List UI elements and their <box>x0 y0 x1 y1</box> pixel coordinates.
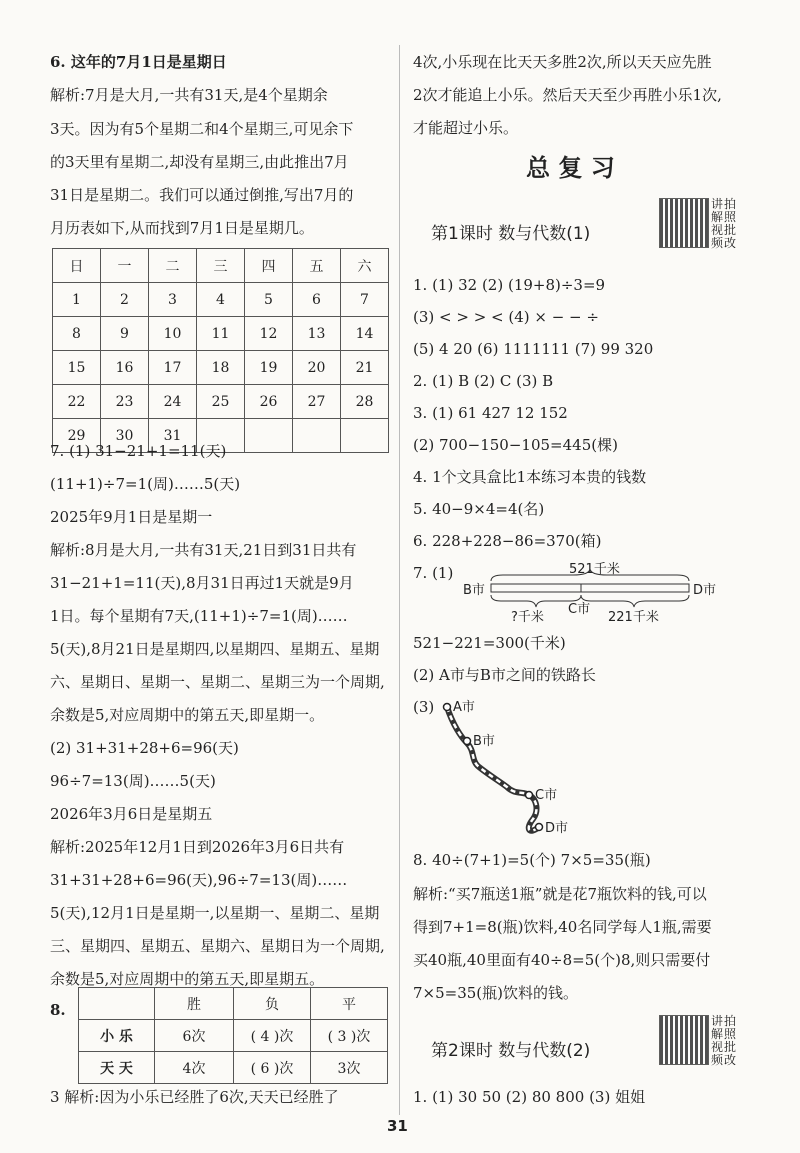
lesson2-title: 第2课时 数与代数(2) <box>431 1041 591 1061</box>
station-c-label: C市 <box>535 788 558 803</box>
lesson1-line: 3. (1) 61 427 12 152 <box>413 404 568 422</box>
lesson1-line: 4. 1个文具盒比1本练习本贵的钱数 <box>413 468 647 486</box>
q6-line: 的3天里有星期二,却没有星期三,由此推出7月 <box>50 153 349 171</box>
calendar-cell: 14 <box>341 317 389 351</box>
after-diagram-line: (2) A市与B市之间的铁路长 <box>413 666 596 684</box>
calendar-cell <box>293 419 341 453</box>
calendar-header: 一 <box>101 249 149 283</box>
station-b-label: B市 <box>473 734 495 749</box>
score-header: 负 <box>234 988 311 1020</box>
calendar-header: 二 <box>149 249 197 283</box>
q7-line: 31−21+1=11(天),8月31日再过1天就是9月 <box>50 574 354 592</box>
diagram-left-label: B市 <box>463 583 485 598</box>
calendar-cell: 23 <box>101 385 149 419</box>
q8-line: 8. 40÷(7+1)=5(个) 7×5=35(瓶) <box>413 851 651 869</box>
score-cell: ( 3 )次 <box>311 1020 388 1052</box>
diagram-right-label: D市 <box>693 583 717 598</box>
q7-line: 余数是5,对应周期中的第五天,即星期一。 <box>50 706 325 724</box>
calendar-cell: 5 <box>245 283 293 317</box>
score-row-name: 小 乐 <box>79 1020 155 1052</box>
calendar-cell: 19 <box>245 351 293 385</box>
page-number: 31 <box>387 1117 408 1135</box>
calendar-cell: 30 <box>101 419 149 453</box>
continued-line: 4次,小乐现在比天天多胜2次,所以天天应先胜 <box>413 53 712 71</box>
q7-line: 31+31+28+6=96(天),96÷7=13(周)…… <box>50 871 348 889</box>
lesson1-line: 2. (1) B (2) C (3) B <box>413 372 554 390</box>
calendar-cell: 8 <box>53 317 101 351</box>
q8-line: 7×5=35(瓶)饮料的钱。 <box>413 984 579 1002</box>
calendar-cell: 2 <box>101 283 149 317</box>
column-divider <box>399 45 400 1115</box>
calendar-header: 五 <box>293 249 341 283</box>
q7-line: 2025年9月1日是星期一 <box>50 508 213 526</box>
qr-caption: 讲拍解照视批频改 <box>711 1014 738 1067</box>
continued-line: 2次才能追上小乐。然后天天至少再胜小乐1次, <box>413 86 722 104</box>
calendar-cell: 16 <box>101 351 149 385</box>
lesson1-line: (2) 700−150−105=445(棵) <box>413 436 618 454</box>
q7-line: 7. (1) 31−21+1=11(天) <box>50 442 227 460</box>
calendar-cell: 13 <box>293 317 341 351</box>
station-a-label: A市 <box>453 700 475 715</box>
score-header <box>79 988 155 1020</box>
diagram-top-label: 521千米 <box>569 562 620 577</box>
diagram-bottom-right: 221千米 <box>608 610 659 625</box>
q6-title: 6. 这年的7月1日是星期日 <box>50 53 227 71</box>
calendar-cell: 22 <box>53 385 101 419</box>
q7-line: 六、星期日、星期一、星期二、星期三为一个周期, <box>50 673 385 691</box>
q7-line: 三、星期四、星期五、星期六、星期日为一个周期, <box>50 937 385 955</box>
station-a-dot <box>444 704 451 711</box>
q7-line: 解析:8月是大月,一共有31天,21日到31日共有 <box>50 541 357 559</box>
diagram-mid-label: C市 <box>568 602 591 617</box>
score-cell: 4次 <box>155 1052 234 1084</box>
railway-track <box>447 707 539 831</box>
calendar-cell: 18 <box>197 351 245 385</box>
score-header: 胜 <box>155 988 234 1020</box>
q6-line: 31日是星期二。我们可以通过倒推,写出7月的 <box>50 186 354 204</box>
calendar-cell: 1 <box>53 283 101 317</box>
score-cell: ( 6 )次 <box>234 1052 311 1084</box>
after-diagram-line: (3) <box>413 698 435 716</box>
calendar-cell: 7 <box>341 283 389 317</box>
calendar-cell: 4 <box>197 283 245 317</box>
calendar-table <box>52 248 389 453</box>
score-table <box>78 987 388 1084</box>
calendar-header: 六 <box>341 249 389 283</box>
lesson1-title: 第1课时 数与代数(1) <box>431 224 591 244</box>
calendar-header: 四 <box>245 249 293 283</box>
q7-line: 1日。每个星期有7天,(11+1)÷7=1(周)…… <box>50 607 348 625</box>
calendar-cell: 31 <box>149 419 197 453</box>
bottom-right-brace <box>581 595 689 607</box>
station-d-dot <box>536 824 543 831</box>
lesson1-line: 5. 40−9×4=4(名) <box>413 500 545 518</box>
diagram-bottom-left: ?千米 <box>511 610 544 625</box>
calendar-cell: 11 <box>197 317 245 351</box>
q7-line: 解析:2025年12月1日到2026年3月6日共有 <box>50 838 345 856</box>
qr-code-icon[interactable] <box>659 198 709 248</box>
calendar-cell <box>245 419 293 453</box>
calendar-cell: 27 <box>293 385 341 419</box>
q8-label: 8. <box>50 1001 66 1019</box>
calendar-cell <box>341 419 389 453</box>
calendar-cell: 15 <box>53 351 101 385</box>
q7-line: (2) 31+31+28+6=96(天) <box>50 739 239 757</box>
station-c-dot <box>526 792 533 799</box>
q8-line: 解析:“买7瓶送1瓶”就是花7瓶饮料的钱,可以 <box>413 885 707 903</box>
calendar-header: 三 <box>197 249 245 283</box>
station-d-label: D市 <box>545 821 569 836</box>
q7-line: 5(天),12月1日是星期一,以星期一、星期二、星期 <box>50 904 380 922</box>
q8-line: 得到7+1=8(瓶)饮料,40名同学每人1瓶,需要 <box>413 918 712 936</box>
calendar-cell: 6 <box>293 283 341 317</box>
q7-line: 5(天),8月21日是星期四,以星期四、星期五、星期 <box>50 640 380 658</box>
q8-bottom-line: 3 解析:因为小乐已经胜了6次,天天已经胜了 <box>50 1088 339 1106</box>
score-cell: ( 4 )次 <box>234 1020 311 1052</box>
calendar-cell: 3 <box>149 283 197 317</box>
lesson2-line: 1. (1) 30 50 (2) 80 800 (3) 姐姐 <box>413 1088 646 1106</box>
railway-ties <box>447 707 539 831</box>
calendar-cell: 28 <box>341 385 389 419</box>
calendar-cell: 25 <box>197 385 245 419</box>
q7-line: 余数是5,对应周期中的第五天,即星期五。 <box>50 970 325 988</box>
lesson1-line: (3) < > > < (4) × − − ÷ <box>413 308 599 326</box>
calendar-cell: 12 <box>245 317 293 351</box>
score-header: 平 <box>311 988 388 1020</box>
continued-line: 才能超过小乐。 <box>413 119 519 137</box>
lesson1-line: 7. (1) <box>413 564 454 582</box>
qr-code-icon[interactable] <box>659 1015 709 1065</box>
station-b-dot <box>464 738 471 745</box>
diagram-bar <box>491 584 689 592</box>
calendar-cell: 9 <box>101 317 149 351</box>
segment-diagram <box>453 555 753 625</box>
q7-line: (11+1)÷7=1(周)……5(天) <box>50 475 241 493</box>
calendar-header: 日 <box>53 249 101 283</box>
calendar-cell: 21 <box>341 351 389 385</box>
lesson1-line: 6. 228+228−86=370(箱) <box>413 532 602 550</box>
q6-line: 解析:7月是大月,一共有31天,是4个星期余 <box>50 86 328 104</box>
railway-map <box>433 695 633 845</box>
score-row-name: 天 天 <box>79 1052 155 1084</box>
score-cell: 6次 <box>155 1020 234 1052</box>
calendar-cell: 10 <box>149 317 197 351</box>
calendar-cell: 29 <box>53 419 101 453</box>
lesson1-line: (5) 4 20 (6) 1111111 (7) 99 320 <box>413 340 654 358</box>
lesson1-line: 1. (1) 32 (2) (19+8)÷3=9 <box>413 276 606 294</box>
calendar-cell: 17 <box>149 351 197 385</box>
qr-caption: 讲拍解照视批频改 <box>711 197 738 250</box>
score-cell: 3次 <box>311 1052 388 1084</box>
calendar-cell: 26 <box>245 385 293 419</box>
section-title: 总 复 习 <box>526 154 615 182</box>
q7-line: 2026年3月6日是星期五 <box>50 805 213 823</box>
calendar-cell: 24 <box>149 385 197 419</box>
q6-line: 月历表如下,从而找到7月1日是星期几。 <box>50 219 314 237</box>
q7-line: 96÷7=13(周)……5(天) <box>50 772 216 790</box>
q8-line: 买40瓶,40里面有40÷8=5(个)8,则只需要付 <box>413 951 711 969</box>
after-diagram-line: 521−221=300(千米) <box>413 634 566 652</box>
calendar-cell: 20 <box>293 351 341 385</box>
q6-line: 3天。因为有5个星期二和4个星期三,可见余下 <box>50 120 354 138</box>
